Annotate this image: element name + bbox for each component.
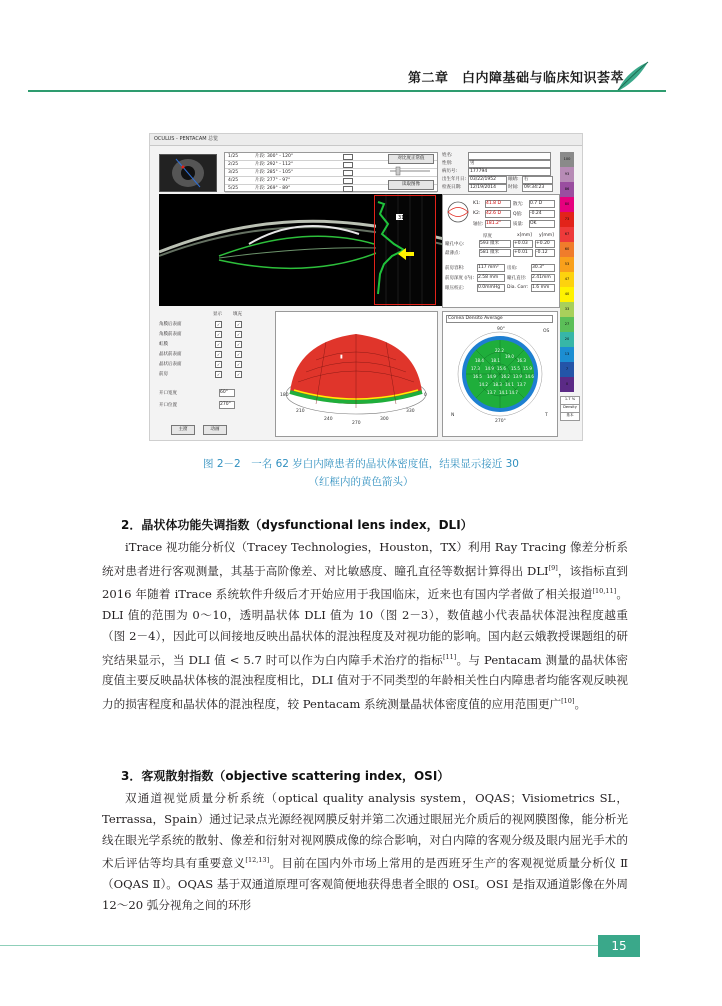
metric-value2: 30.3° <box>531 264 555 272</box>
zone-title-select[interactable]: Cornea Densito Average <box>446 315 553 323</box>
scan-checkbox[interactable] <box>343 162 353 168</box>
axis-icon <box>445 199 471 225</box>
date-field: 12/19/2014 <box>468 184 507 192</box>
dob-field: 03/22/1952 <box>468 176 507 184</box>
zone-value: 15.6 <box>497 366 506 371</box>
surface-label: 前房 <box>159 372 168 377</box>
color-scale-swatch: 27 <box>560 317 574 332</box>
k-label: K2: <box>473 211 481 216</box>
zone-value: 15.5 <box>511 366 520 371</box>
surface-label: 虹膜 <box>159 342 168 347</box>
scan-row[interactable]: 2/25 片段: 292° - 112° <box>225 161 437 169</box>
window-title: OCULUS - PENTACAM 总览 <box>150 134 583 146</box>
zone-value: 16.3 <box>517 358 526 363</box>
position-input[interactable]: 270° <box>219 401 235 409</box>
position-label: 开口位置 <box>159 403 177 408</box>
zone-value: 15.9 <box>523 366 532 371</box>
animate-button[interactable]: 动画 <box>203 425 227 435</box>
metric-label: 前房容积: <box>445 266 465 271</box>
compare-button[interactable]: 对比度正常值 <box>388 154 434 164</box>
zone-value: 18.3 <box>493 382 502 387</box>
k-label: 轴位: <box>473 222 484 227</box>
zone-label: 90° <box>497 327 505 332</box>
scan-row[interactable]: 4/25 片段: 277° - 97° <box>225 177 437 185</box>
header-rule <box>28 90 666 92</box>
dome-tick: 330 <box>406 409 415 414</box>
color-scale-swatch: 100 <box>560 152 574 167</box>
zone-label: 270° <box>495 419 506 424</box>
scan-checkbox[interactable] <box>343 154 353 160</box>
dome-tick: 240 <box>324 417 333 422</box>
show-checkbox[interactable]: ✓ <box>216 352 221 357</box>
zone-value: 22.2 <box>495 348 504 353</box>
show-checkbox[interactable]: ✓ <box>216 372 221 377</box>
overview-button[interactable]: 主窗 <box>171 425 195 435</box>
metric-value: 2.58 mm <box>477 274 505 282</box>
zone-value: 14.7 <box>509 390 518 395</box>
zone-value: 14.6 <box>525 374 534 379</box>
figure-caption-line2: （红框内的黄色箭头） <box>308 476 414 488</box>
color-scale-swatch: 60 <box>560 242 574 257</box>
k-value: 41.8 D <box>485 200 511 208</box>
table-thickness: 593 微米 <box>479 240 511 248</box>
zone-value: 16.5 <box>473 374 482 379</box>
metric-value: 117 mm³ <box>477 264 505 272</box>
section-heading-osi: 3．客观散射指数（objective scattering index，OSI） <box>121 769 450 783</box>
zone-value: 13.9 <box>513 374 522 379</box>
id-field: 177794 <box>468 168 551 176</box>
color-scale-swatch: 86 <box>560 182 574 197</box>
footer-rule <box>0 945 598 946</box>
zone-value: 14.9 <box>485 366 494 371</box>
table-x: +0.03 <box>513 240 533 248</box>
zone-value: 14.1 <box>505 382 514 387</box>
tilt-input[interactable]: 60° <box>219 389 235 397</box>
eye-thumbnail <box>159 154 217 192</box>
table-y: +0.20 <box>535 240 555 248</box>
dome-tick: 210 <box>296 409 305 414</box>
zone-value: 19.0 <box>505 354 514 359</box>
metric-label2: 瞳孔直径: <box>507 276 527 281</box>
sex-field: 男 <box>468 160 551 168</box>
chapter-title: 第二章 白内障基础与临床知识荟萃 <box>407 71 624 86</box>
color-scale-footer: 1.7 % <box>560 396 580 405</box>
k-value2: OK <box>529 220 555 228</box>
scan-checkbox[interactable] <box>343 186 353 192</box>
running-header <box>0 58 722 92</box>
color-scale-swatch: 20 <box>560 332 574 347</box>
dome-tick: 180 <box>280 393 289 398</box>
show-checkbox[interactable]: ✓ <box>216 362 221 367</box>
metric-label: 前房深度 (内): <box>445 276 474 281</box>
color-scale-swatch: 13 <box>560 347 574 362</box>
page-number: 15 <box>598 935 640 957</box>
fill-checkbox[interactable]: ✓ <box>236 322 241 327</box>
name-label: 姓名: <box>442 153 453 158</box>
show-checkbox[interactable]: ✓ <box>216 332 221 337</box>
patient-info <box>442 152 558 190</box>
scan-checkbox[interactable] <box>343 170 353 176</box>
fill-checkbox[interactable]: ✓ <box>236 362 241 367</box>
metric-label2: 房角: <box>507 266 518 271</box>
dome-tick: 0 <box>424 393 427 398</box>
fill-checkbox[interactable]: ✓ <box>236 342 241 347</box>
color-scale-swatch: 73 <box>560 212 574 227</box>
dome-tick: 270 <box>352 421 361 426</box>
time-field: 09:34:23 <box>522 184 553 192</box>
color-scale-swatch: 53 <box>560 257 574 272</box>
zone-density-map <box>442 311 558 437</box>
table-header: x[mm] <box>517 233 532 238</box>
metric-value2: 2.41mm <box>531 274 555 282</box>
leaf-icon <box>614 60 650 92</box>
keratometry-panel <box>442 194 560 308</box>
table-thickness: 581 微米 <box>479 249 511 257</box>
k-label2: 散光: <box>513 202 524 207</box>
dob-label: 出生年月日: <box>442 177 467 182</box>
scan-row[interactable]: 1/25 片段: 300° - 120° <box>225 153 437 161</box>
fill-checkbox[interactable]: ✓ <box>236 352 241 357</box>
zone-value: 18.4 <box>475 358 484 363</box>
color-scale-footer: 基本 <box>560 412 580 421</box>
k-value: 42.6 D <box>485 210 511 218</box>
svg-text:▮: ▮ <box>340 354 343 360</box>
highlight-box <box>374 195 436 305</box>
lens-3d-dome <box>275 311 438 437</box>
surface-options <box>159 311 269 435</box>
show-checkbox[interactable]: ✓ <box>216 342 221 347</box>
color-scale-footer: Density <box>560 404 580 413</box>
k-label: K1: <box>473 201 481 206</box>
zone-value: 13.7 <box>517 382 526 387</box>
zone-value: 14.9 <box>487 374 496 379</box>
k-value2: 0.7 D <box>529 200 555 208</box>
color-scale-swatch: 33 <box>560 302 574 317</box>
surface-label: 角膜前表面 <box>159 332 182 337</box>
table-y: -0.12 <box>535 249 555 257</box>
k-value: 181.2° <box>485 220 511 228</box>
surface-label: 角膜后表面 <box>159 322 182 327</box>
dome-tick: 300 <box>380 417 389 422</box>
table-row-label: 瞳孔中心: <box>445 242 465 247</box>
date-label: 检查日期: <box>442 185 462 190</box>
show-header: 显示 <box>213 312 222 317</box>
fill-checkbox[interactable]: ✓ <box>236 372 241 377</box>
table-header: y[mm] <box>539 233 554 238</box>
zone-value: 18.1 <box>491 358 500 363</box>
table-header: 厚度 <box>483 234 492 239</box>
fill-header: 填充 <box>233 312 242 317</box>
zone-label: OS <box>543 329 550 334</box>
k-value2: -0.24 <box>529 210 555 218</box>
color-scale-swatch: 7 <box>560 362 574 377</box>
surface-label: 晶状前表面 <box>159 352 182 357</box>
zone-label: T <box>545 413 548 418</box>
color-scale-swatch: 93 <box>560 167 574 182</box>
pentacam-figure <box>149 133 583 441</box>
fill-checkbox[interactable]: ✓ <box>236 332 241 337</box>
zone-value: 14.1 <box>499 390 508 395</box>
load-image-button[interactable]: 读取图像 <box>388 180 434 190</box>
scan-checkbox[interactable] <box>343 178 353 184</box>
id-label: 病历号: <box>442 169 458 174</box>
color-scale-swatch: 67 <box>560 227 574 242</box>
table-row-label: 最薄点: <box>445 251 461 256</box>
metric-label2: Dia. Corr: <box>507 285 529 290</box>
table-x: +0.01 <box>513 249 533 257</box>
color-scale-swatch: 40 <box>560 287 574 302</box>
metric-label: 眼压校正: <box>445 286 465 291</box>
color-scale <box>558 152 580 422</box>
density-value: 31.6 <box>398 215 410 221</box>
name-field <box>468 152 551 160</box>
surface-label: 晶状后表面 <box>159 362 182 367</box>
paragraph-dli: iTrace 视功能分析仪（Tracey Technologies，Houston，TX）利用 Ray Tracing 像差分析系统对患者进行客观测量，其基于高阶像差、对比敏感度、瞳孔直径等数据计算得出 DLI[9]，该指标直到 2016 年随着 iTrace 系统软件升级后才开始应用于我国临床，近来也有国内学者做了相关报道[10,11]。DLI 值的范围为 0～10，透明晶状体 DLI 值为 10（图 2－3），数值越小代表晶状体混浊程度越重（图 2－4），因此可以间接地反映出晶状体的混浊程度及对视功能的影响。国内赵云娥教授课题组的研究结果显示，当 DLI 值 < 5.7 时可以作为白内障手术治疗的指标[11]。与 Pentacam 测量的晶状体密度值主要反映晶状体核的混浊程度相比，DLI 值对于不同类型的年龄相关性白内障患者均能客观反映视力的损害程度和晶状体的混浊程度，较 Pentacam 系统测量晶状体密度值的应用范围更广[10]。 <box>102 540 629 712</box>
time-label: 时间: <box>508 185 519 190</box>
color-scale-swatch: 80 <box>560 197 574 212</box>
metric-value2: 1.6 mm <box>531 284 555 292</box>
zone-label: N <box>451 413 455 418</box>
k-label2: 质量: <box>513 222 524 227</box>
figure-caption-line1: 图 2－2 一名 62 岁白内障患者的晶状体密度值，结果显示接近 30 <box>203 458 519 470</box>
show-checkbox[interactable]: ✓ <box>216 322 221 327</box>
slider-icon[interactable] <box>388 165 432 177</box>
eye-label: 眼睛: <box>508 177 519 182</box>
zone-value: 16.2 <box>501 374 510 379</box>
zone-value: 13.7 <box>487 390 496 395</box>
section-heading-dli: 2．晶状体功能失调指数（dysfunctional lens index，DLI） <box>121 518 473 532</box>
scan-row[interactable]: 5/25 片段: 269° - 89° <box>225 185 437 193</box>
tilt-label: 开口宽度 <box>159 391 177 396</box>
k-label2: Q值: <box>513 212 523 217</box>
sex-label: 性别: <box>442 161 453 166</box>
scan-row[interactable]: 3/25 片段: 285° - 105° <box>225 169 437 177</box>
paragraph-osi: 双通道视觉质量分析系统（optical quality analysis system，OQAS；Visiometrics SL，Terrassa，Spain）通过记录点光源经视网膜反射并第二次通过眼屈光介质后的视网膜图像，能分析光线在眼光学系统的散射、像差和衍射对视网膜成像的综合影响，对白内障的客观分级及眼内屈光手术的术后评估等均具有重要意义[12,13]。目前在国内外市场上常用的是西班牙生产的客观视觉质量分析仪 Ⅱ（OQAS Ⅱ）。OQAS 基于双通道原理可客观简便地获得患者全眼的 OSI。OSI 是指双通道影像在外周 12～20 弧分视角之间的环形 <box>102 791 628 912</box>
eye-field: 右 <box>522 176 553 184</box>
color-scale-swatch: 47 <box>560 272 574 287</box>
zone-value: 17.3 <box>471 366 480 371</box>
metric-value: 0.0mmHg <box>477 284 505 292</box>
zone-value: 14.2 <box>479 382 488 387</box>
color-scale-swatch: 0 <box>560 377 574 392</box>
